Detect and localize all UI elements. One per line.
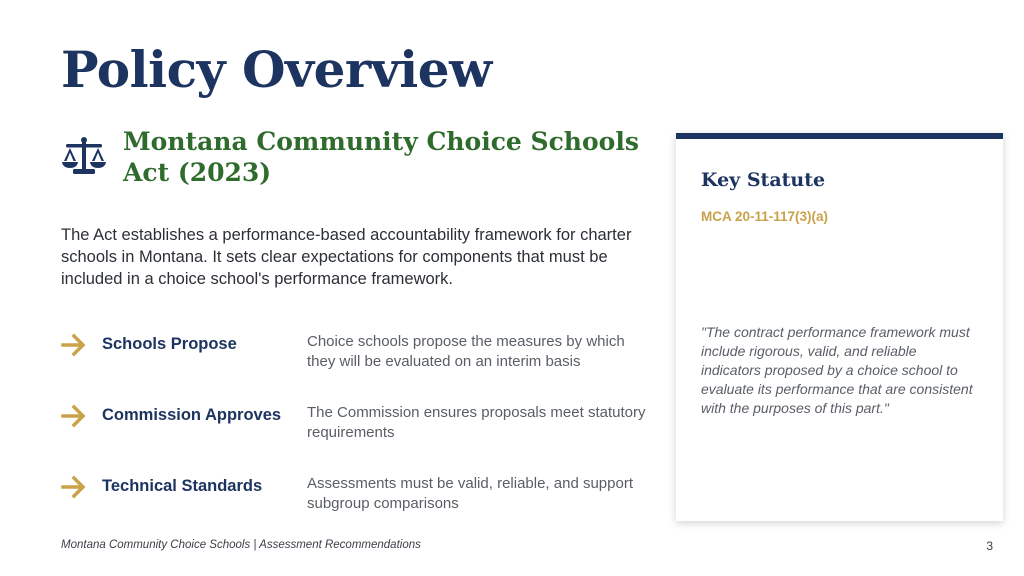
- process-item-description: Assessments must be valid, reliable, and support subgroup comparisons: [307, 475, 633, 512]
- process-item-label: Schools Propose: [102, 335, 237, 353]
- process-item-description: Choice schools propose the measures by which they will be evaluated on an interim basis: [307, 333, 625, 370]
- process-item-technical-standards: [61, 474, 661, 524]
- scales-of-justice-icon: [61, 136, 107, 176]
- page-title: Policy Overview: [61, 40, 492, 99]
- arrow-right-icon: [61, 474, 87, 500]
- process-item-label: Commission Approves: [102, 406, 282, 424]
- process-item-commission-approves: [61, 403, 661, 453]
- page-number: 3: [986, 539, 993, 553]
- process-item-schools-propose: [61, 332, 661, 382]
- statute-reference: MCA 20-11-117(3)(a): [701, 209, 829, 224]
- footer-text: Montana Community Choice Schools | Assessment Recommendations: [61, 539, 421, 551]
- intro-paragraph: The Act establishes a performance-based accountability framework for charter schools in Montana. It sets clear expectations for components that must be included in a choice school's performance framework.: [61, 226, 632, 288]
- arrow-right-icon: [61, 403, 87, 429]
- card-title: Key Statute: [701, 169, 826, 191]
- key-statute-card: [676, 133, 1003, 521]
- process-item-label: Technical Standards: [102, 477, 263, 495]
- act-title: Montana Community Choice Schools Act (2023): [123, 127, 639, 187]
- process-item-description: The Commission ensures proposals meet statutory requirements: [307, 404, 646, 441]
- statute-quote: "The contract performance framework must include rigorous, valid, and reliable indicators proposed by a choice school to evaluate its performance that are consistent with the purposes of this part.": [701, 324, 973, 416]
- arrow-right-icon: [61, 332, 87, 358]
